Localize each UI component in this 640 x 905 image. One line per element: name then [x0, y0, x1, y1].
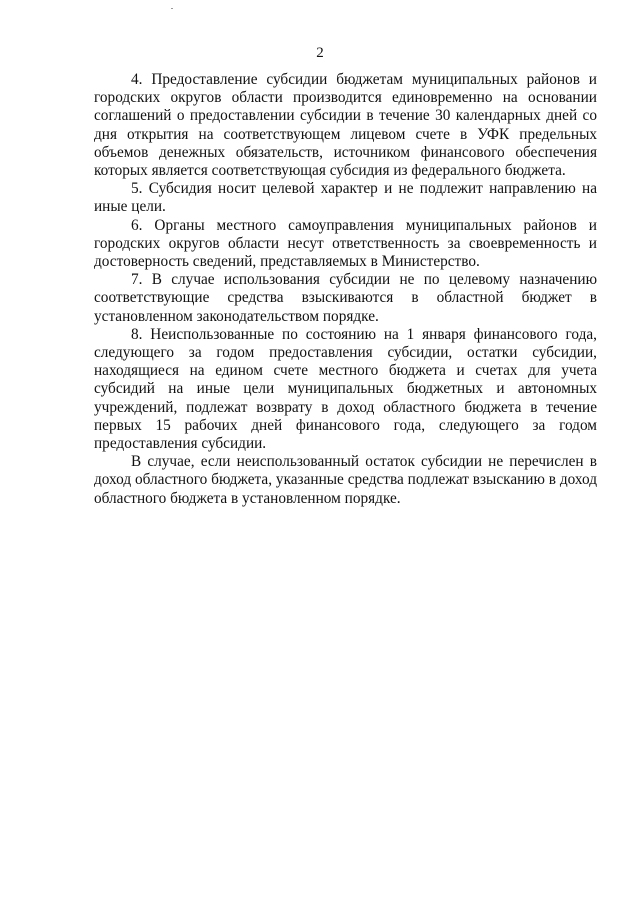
document-body: [94, 71, 597, 508]
paragraph-8-continuation: В случае, если неиспользованный остаток субсидии не перечислен в доход областного бюджета, указанные средства подлежат взысканию в доход областного бюджета в установленном порядке.: [94, 453, 597, 507]
paragraph-4: 4. Предоставление субсидии бюджетам муниципальных районов и городских округов области производится единовременно на основании соглашений о предоставлении субсидии в течение 30 календарных дней со дня открытия на соответствующем лицевом счете в УФК предельных объемов денежных обязательств, источником финансового обеспечения которых является соответствующая субсидия из федерального бюджета.: [94, 71, 597, 180]
scan-speck: [171, 8, 173, 9]
paragraph-6: 6. Органы местного самоуправления муниципальных районов и городских округов области несут ответственность за своевременность и достоверность сведений, представляемых в Министерство.: [94, 216, 597, 271]
paragraph-7: 7. В случае использования субсидии не по целевому назначению соответствующие средства взыскиваются в областной бюджет в установленном законодательством порядке.: [94, 271, 597, 325]
page-number: 2: [316, 45, 324, 61]
paragraph-8: 8. Неиспользованные по состоянию на 1 января финансового года, следующего за годом предоставления субсидии, остатки субсидии, находящиеся на едином счете местного бюджета и счетах для учета субсидий на иные цели муниципальных бюджетных и автономных учреждений, подлежат возврату в доход областного бюджета в течение первых 15 рабочих дней финансового года, следующего за годом предоставления субсидии.: [94, 325, 597, 453]
paragraph-5: 5. Субсидия носит целевой характер и не подлежит направлению на иные цели.: [94, 180, 597, 216]
